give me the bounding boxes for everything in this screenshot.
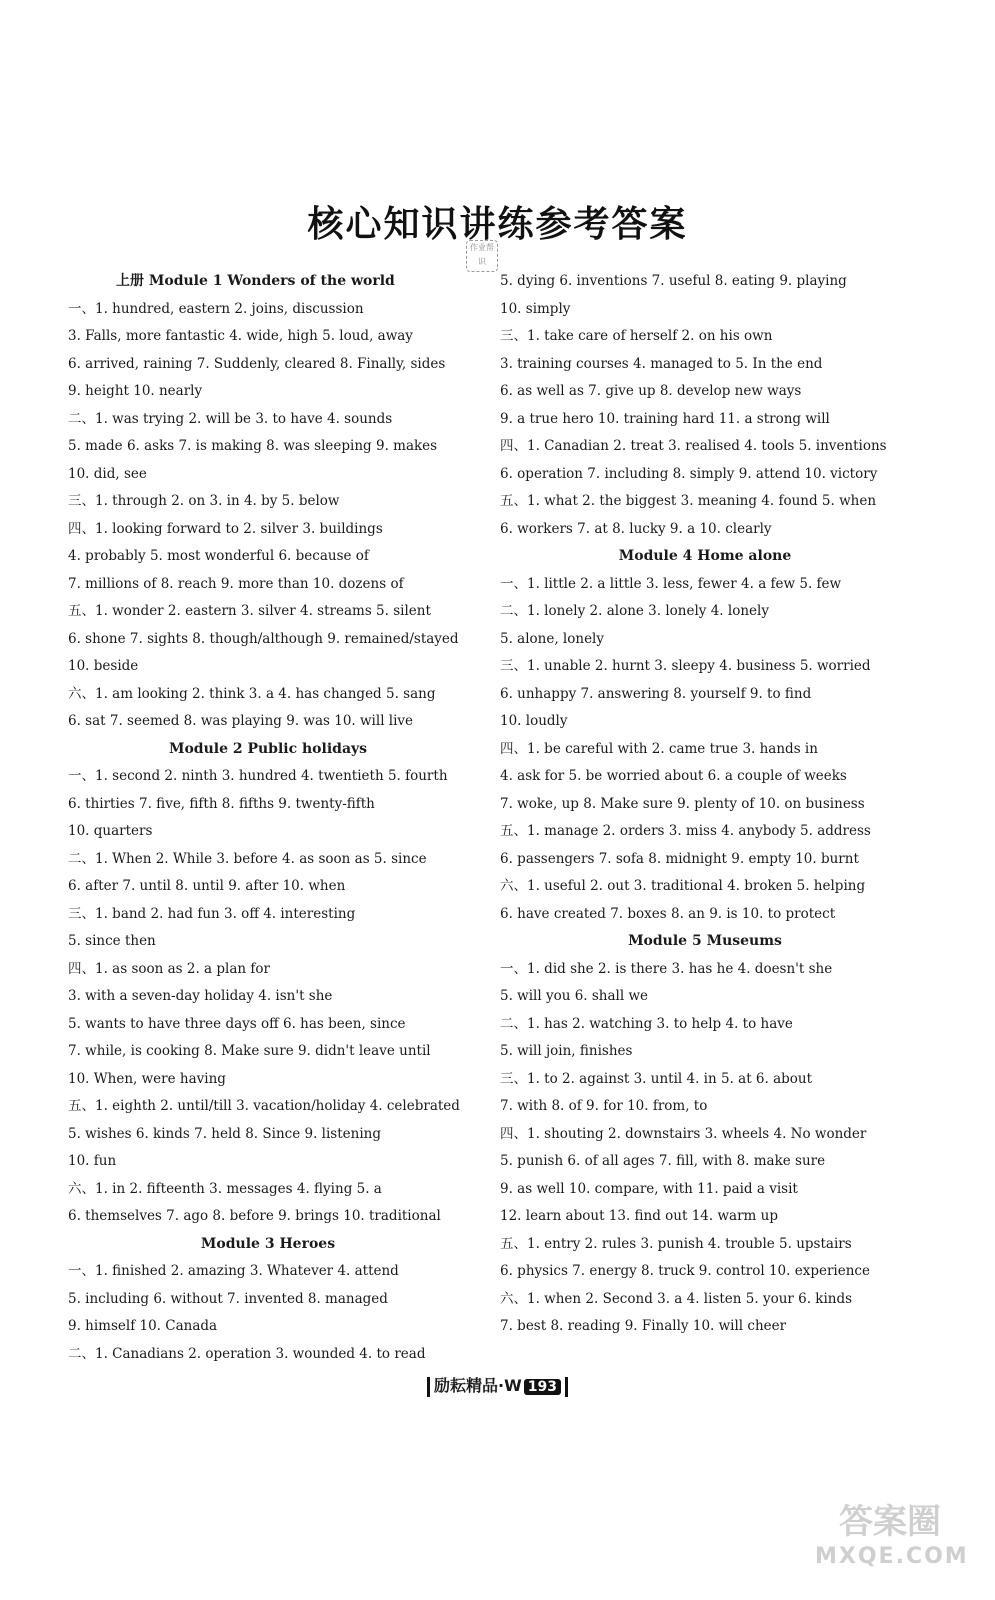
answer-line: 一、1. did she 2. is there 3. has he 4. doesn't she	[500, 960, 833, 977]
answer-line: 9. as well 10. compare, with 11. paid a visit	[500, 1180, 798, 1197]
answer-line: 四、1. as soon as 2. a plan for	[68, 960, 270, 977]
scan-stamp: 作业帮识	[466, 240, 498, 272]
answer-line: 4. probably 5. most wonderful 6. because of	[68, 548, 369, 564]
answer-line: 7. woke, up 8. Make sure 9. plenty of 10. on business	[500, 795, 865, 812]
answer-line: 三、1. unable 2. hurnt 3. sleepy 4. business 5. worried	[500, 658, 871, 674]
answer-line: 5. wishes 6. kinds 7. held 8. Since 9. listening	[68, 1125, 381, 1142]
answer-line: 6. unhappy 7. answering 8. yourself 9. to find	[500, 685, 812, 702]
answer-line: 3. with a seven-day holiday 4. isn't she	[68, 988, 333, 1004]
answer-line: 四、1. Canadian 2. treat 3. realised 4. tools 5. inventions	[500, 438, 887, 454]
answer-line: 六、1. useful 2. out 3. traditional 4. broken 5. helping	[500, 878, 866, 894]
answer-line: 7. best 8. reading 9. Finally 10. will cheer	[500, 1318, 787, 1334]
answer-line: 3. training courses 4. managed to 5. In the end	[500, 355, 823, 372]
page-title: 核心知识讲练参考答案	[307, 203, 688, 245]
answer-line: 一、1. little 2. a little 3. less, fewer 4. a few 5. few	[500, 575, 842, 592]
answer-line: 六、1. am looking 2. think 3. a 4. has changed 5. sang	[68, 685, 436, 702]
answer-line: 六、1. in 2. fifteenth 3. messages 4. flying 5. a	[68, 1180, 382, 1197]
answer-line: 5. will you 6. shall we	[500, 988, 649, 1004]
answer-line: 7. while, is cooking 8. Make sure 9. didn't leave until	[68, 1043, 431, 1059]
answer-line: 5. since then	[68, 933, 156, 949]
answer-line: 5. will join, finishes	[500, 1043, 633, 1059]
answer-line: 6. themselves 7. ago 8. before 9. brings 10. traditional	[68, 1208, 441, 1224]
answer-line: 五、1. what 2. the biggest 3. meaning 4. found 5. when	[500, 493, 877, 509]
answer-line: 9. height 10. nearly	[68, 383, 203, 399]
answer-line: 12. learn about 13. find out 14. warm up	[500, 1208, 778, 1224]
page-number: 193	[524, 1379, 561, 1395]
answer-line: 三、1. band 2. had fun 3. off 4. interesting	[68, 905, 356, 922]
answer-line: 5. punish 6. of all ages 7. fill, with 8. make sure	[500, 1153, 826, 1169]
answer-line: 5. dying 6. inventions 7. useful 8. eating 9. playing	[500, 273, 847, 289]
answer-line: 7. with 8. of 9. for 10. from, to	[500, 1098, 708, 1114]
watermark-url: MXQE.COM	[815, 1544, 969, 1569]
module-heading: Module 4 Home alone	[618, 548, 792, 564]
answer-line: 10. did, see	[68, 465, 147, 482]
answer-line: 6. passengers 7. sofa 8. midnight 9. empty 10. burnt	[500, 850, 859, 867]
right-answer-column	[500, 268, 910, 1341]
watermark-logo-text: 答案圈	[839, 1502, 941, 1542]
answer-line: 9. himself 10. Canada	[68, 1318, 218, 1334]
answer-line: 四、1. be careful with 2. came true 3. hands in	[500, 740, 818, 757]
answer-line: 二、1. was trying 2. will be 3. to have 4. sounds	[68, 410, 393, 427]
answer-line: 6. physics 7. energy 8. truck 9. control 10. experience	[500, 1263, 870, 1279]
footer-brand: 励耘精品·W	[434, 1376, 522, 1395]
answer-line: 五、1. eighth 2. until/till 3. vacation/holiday 4. celebrated	[68, 1098, 460, 1114]
answer-line: 一、1. hundred, eastern 2. joins, discussion	[68, 300, 364, 317]
module-heading: Module 3 Heroes	[200, 1235, 336, 1252]
answer-line: 6. thirties 7. five, fifth 8. fifths 9. twenty-fifth	[68, 795, 375, 812]
page-footer	[0, 1373, 995, 1397]
site-watermark	[815, 1500, 969, 1580]
answer-line: 6. sat 7. seemed 8. was playing 9. was 10. will live	[68, 713, 414, 729]
answer-line: 二、1. Canadians 2. operation 3. wounded 4. to read	[68, 1345, 426, 1362]
answer-line: 3. Falls, more fantastic 4. wide, high 5. loud, away	[68, 328, 413, 344]
answer-line: 二、1. When 2. While 3. before 4. as soon as 5. since	[68, 850, 427, 867]
answer-line: 四、1. shouting 2. downstairs 3. wheels 4. No wonder	[500, 1125, 867, 1142]
answer-line: 三、1. through 2. on 3. in 4. by 5. below	[68, 493, 340, 509]
answer-line: 二、1. has 2. watching 3. to help 4. to have	[500, 1015, 793, 1032]
answer-line: 5. made 6. asks 7. is making 8. was sleeping 9. makes	[68, 438, 438, 454]
module-heading: Module 5 Museums	[628, 933, 782, 949]
answer-line: 三、1. to 2. against 3. until 4. in 5. at 6. about	[500, 1070, 813, 1087]
answer-line: 6. have created 7. boxes 8. an 9. is 10. to protect	[500, 905, 836, 922]
module-heading: 上册 Module 1 Wonders of the world	[116, 273, 395, 289]
answer-line: 四、1. looking forward to 2. silver 3. buildings	[68, 520, 383, 537]
answer-line: 5. alone, lonely	[500, 630, 605, 647]
answer-line: 7. millions of 8. reach 9. more than 10. dozens of	[68, 575, 404, 592]
answer-line: 6. arrived, raining 7. Suddenly, cleared 8. Finally, sides	[68, 355, 446, 372]
answer-line: 10. simply	[500, 300, 571, 317]
answer-line: 6. shone 7. sights 8. though/although 9. remained/stayed	[68, 630, 459, 647]
answer-line: 6. as well as 7. give up 8. develop new ways	[500, 383, 802, 399]
answer-line: 五、1. manage 2. orders 3. miss 4. anybody 5. address	[500, 823, 871, 839]
answer-line: 一、1. second 2. ninth 3. hundred 4. twentieth 5. fourth	[68, 768, 448, 784]
answer-line: 10. When, were having	[68, 1070, 226, 1087]
answer-line: 10. quarters	[68, 823, 153, 839]
answer-line: 10. loudly	[500, 713, 568, 729]
answer-line: 10. fun	[68, 1153, 117, 1169]
answer-line: 10. beside	[68, 658, 139, 674]
answer-line: 三、1. take care of herself 2. on his own	[500, 328, 773, 344]
answer-line: 4. ask for 5. be worried about 6. a couple of weeks	[500, 768, 847, 784]
module-heading: Module 2 Public holidays	[168, 740, 368, 757]
answer-line: 六、1. when 2. Second 3. a 4. listen 5. your 6. kinds	[500, 1290, 853, 1307]
answer-line: 5. including 6. without 7. invented 8. managed	[68, 1290, 388, 1307]
answer-line: 6. operation 7. including 8. simply 9. attend 10. victory	[500, 465, 878, 482]
answer-line: 五、1. entry 2. rules 3. punish 4. trouble 5. upstairs	[500, 1235, 852, 1252]
answer-line: 9. a true hero 10. training hard 11. a strong will	[500, 410, 830, 427]
answer-line: 5. wants to have three days off 6. has been, since	[68, 1015, 406, 1032]
answer-line: 一、1. finished 2. amazing 3. Whatever 4. attend	[68, 1263, 399, 1279]
footer-bar-left	[427, 1377, 430, 1397]
answer-line: 二、1. lonely 2. alone 3. lonely 4. lonely	[500, 603, 769, 619]
answer-line: 6. after 7. until 8. until 9. after 10. when	[68, 878, 346, 894]
footer-bar-right	[565, 1377, 568, 1397]
answer-line: 五、1. wonder 2. eastern 3. silver 4. streams 5. silent	[68, 603, 431, 619]
answer-line: 6. workers 7. at 8. lucky 9. a 10. clearly	[500, 520, 772, 537]
left-answer-column	[68, 268, 468, 1368]
